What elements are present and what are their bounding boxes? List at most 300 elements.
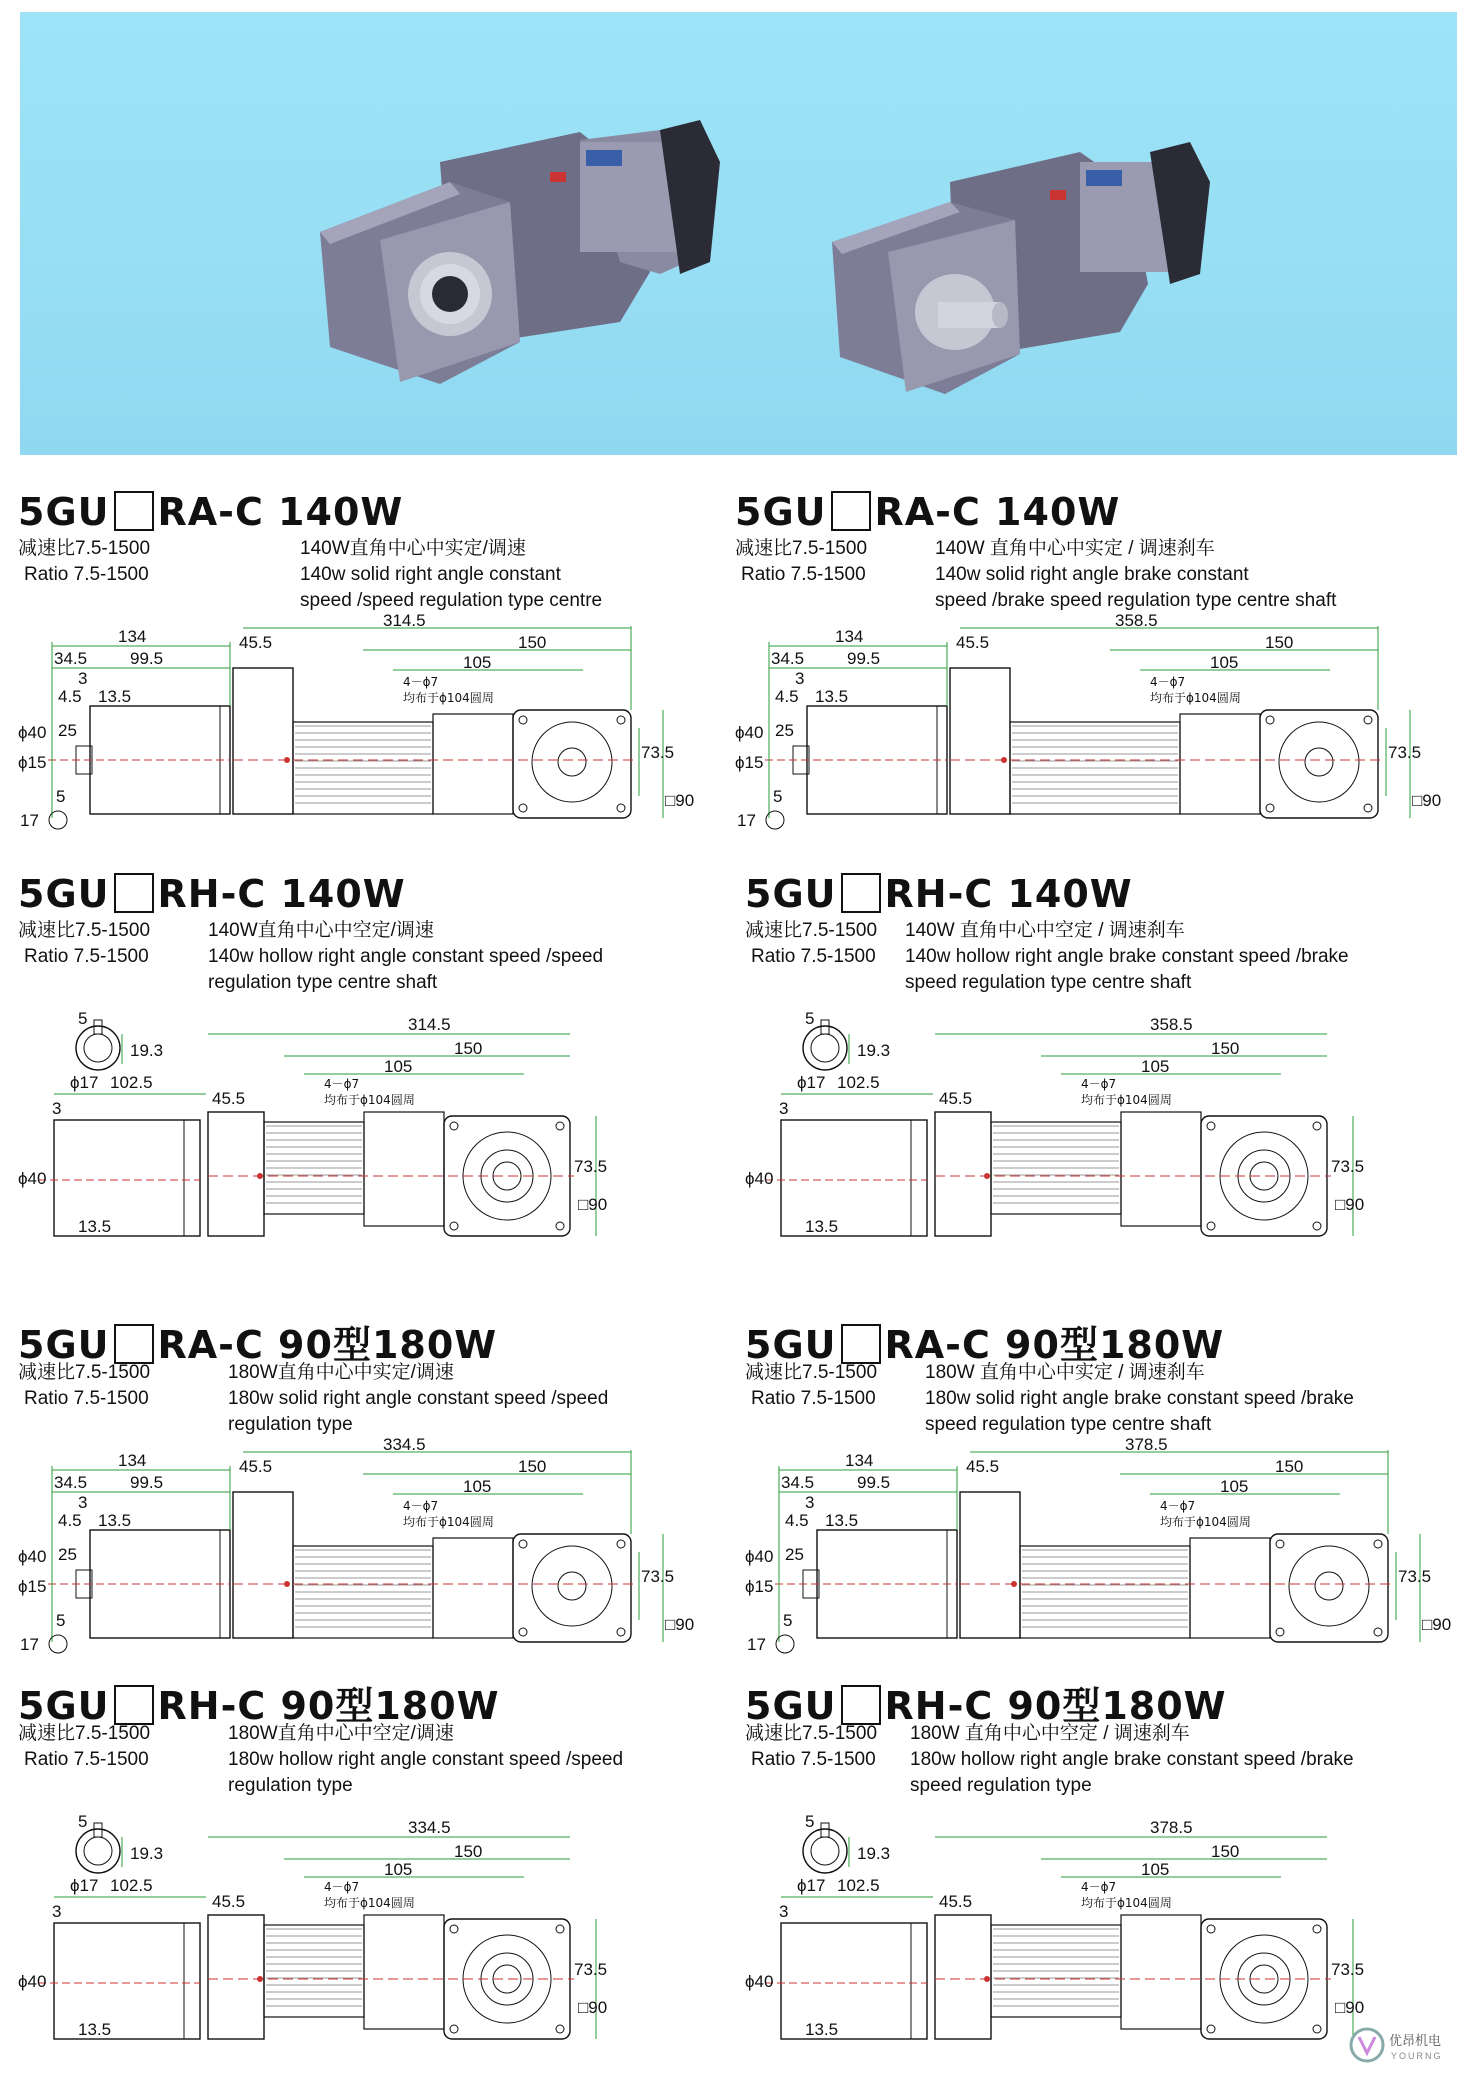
- description-line: regulation type centre shaft: [208, 972, 438, 993]
- dim-total-length: 314.5: [383, 611, 426, 630]
- dim-pcd: 均布于ϕ104圆周: [403, 691, 494, 705]
- dim-holes: 4－ϕ7: [1160, 1499, 1196, 1513]
- dim-pcd: 均布于ϕ104圆周: [1081, 1093, 1172, 1107]
- front-flange-inner: [54, 1923, 184, 2039]
- dim-3: 3: [779, 1099, 789, 1118]
- dim-body-length: 134: [835, 627, 864, 646]
- series-code: 5GU: [18, 490, 110, 534]
- ratio-cn: 减速比7.5-1500: [745, 1723, 878, 1744]
- center-mark: [984, 1976, 990, 1982]
- dim-total-length: 314.5: [408, 1015, 451, 1034]
- center-mark: [257, 1976, 263, 1982]
- mounting-hole: [1266, 804, 1274, 812]
- model-description: [300, 536, 602, 614]
- front-flange-inner: [781, 1120, 911, 1236]
- dimension-drawing: [735, 611, 1442, 848]
- dim-3: 3: [78, 669, 88, 688]
- ratio-range: [745, 918, 877, 970]
- dim-19-3: 19.3: [857, 1041, 891, 1060]
- ratio-range: [18, 536, 150, 588]
- shaft-bore: [558, 748, 586, 776]
- dim-3: 3: [78, 1493, 88, 1512]
- mounting-hole: [519, 804, 527, 812]
- dim-dia-40: ϕ40: [18, 723, 47, 742]
- hollow-bore-section: [803, 1829, 847, 1873]
- dim-pcd: 均布于ϕ104圆周: [1160, 1515, 1251, 1529]
- center-mark: [257, 1173, 263, 1179]
- mounting-hole: [1374, 1628, 1382, 1636]
- series-code: 5GU: [18, 1323, 110, 1367]
- model-code: RH-C 90型180W: [884, 1684, 1227, 1728]
- dim-b: 99.5: [130, 1473, 164, 1492]
- dim-105: 105: [1141, 1057, 1170, 1076]
- center-mark: [984, 1173, 990, 1179]
- ratio-range: [18, 918, 150, 970]
- dim-73-5: 73.5: [1388, 743, 1422, 762]
- dim-5: 5: [783, 1611, 793, 1630]
- dim-105: 105: [1220, 1477, 1249, 1496]
- ratio-en: Ratio 7.5-1500: [741, 564, 866, 585]
- dimension-drawing: [745, 1812, 1445, 2045]
- svg-text:YOURNG: YOURNG: [1391, 2051, 1443, 2061]
- dim-body-length: 134: [845, 1451, 874, 1470]
- dim-150: 150: [1275, 1457, 1304, 1476]
- description-line: 180W 直角中心中实定 / 调速刹车: [925, 1362, 1205, 1383]
- svg-text:优昂机电: 优昂机电: [1389, 2034, 1442, 2049]
- dim-25: 25: [785, 1545, 804, 1564]
- dim-105: 105: [1141, 1860, 1170, 1879]
- dim-13-5: 13.5: [98, 687, 132, 706]
- dim-45-5: 45.5: [239, 1457, 273, 1476]
- ratio-en: Ratio 7.5-1500: [24, 1388, 149, 1409]
- mounting-hole: [450, 2025, 458, 2033]
- keyway: [94, 1823, 102, 1837]
- ratio-placeholder-box: [831, 491, 871, 531]
- front-flange-outline: [54, 1120, 200, 1236]
- model-code: RA-C 140W: [874, 490, 1121, 534]
- dim-pcd: 均布于ϕ104圆周: [324, 1896, 415, 1910]
- dim-150: 150: [454, 1842, 483, 1861]
- description-line: speed regulation type centre shaft: [905, 972, 1192, 993]
- description-line: speed regulation type: [910, 1775, 1092, 1796]
- dim-dia-40: ϕ40: [745, 1169, 774, 1188]
- dim-73-5: 73.5: [1331, 1960, 1365, 1979]
- series-code: 5GU: [18, 1684, 110, 1728]
- dim-square-90: □90: [1422, 1615, 1452, 1634]
- dim-3: 3: [52, 1902, 62, 1921]
- dim-square-90: □90: [1335, 1195, 1365, 1214]
- gearbox-housing: [433, 714, 513, 814]
- dim-45-5: 45.5: [212, 1089, 246, 1108]
- front-flange-outline: [781, 1120, 927, 1236]
- hollow-bore-section: [76, 1829, 120, 1873]
- rear-cover: [935, 1915, 991, 2039]
- model-code: RA-C 140W: [157, 490, 404, 534]
- dimension-drawing: [745, 1009, 1445, 1242]
- series-code: 5GU: [18, 872, 110, 916]
- dim-150: 150: [518, 1457, 547, 1476]
- mounting-hole: [450, 1925, 458, 1933]
- dim-102-5: 102.5: [837, 1876, 880, 1895]
- gearbox-face: [1220, 1935, 1308, 2023]
- gearbox-housing: [1121, 1112, 1201, 1226]
- dim-b: 99.5: [847, 649, 881, 668]
- model-description: [935, 536, 1336, 614]
- rear-cover: [935, 1112, 991, 1236]
- dim-holes: 4－ϕ7: [403, 1499, 439, 1513]
- dim-13-5: 13.5: [825, 1511, 859, 1530]
- gearbox-housing: [364, 1112, 444, 1226]
- dim-5: 5: [805, 1009, 815, 1028]
- dim-73-5: 73.5: [574, 1960, 608, 1979]
- dim-3: 3: [779, 1902, 789, 1921]
- ratio-range: [18, 1360, 150, 1412]
- dim-105: 105: [384, 1860, 413, 1879]
- mounting-hole: [556, 1925, 564, 1933]
- dimension-drawing: [18, 1812, 718, 2045]
- product-photo: [20, 12, 1457, 455]
- description-line: 180w solid right angle constant speed /speed: [228, 1388, 609, 1409]
- dim-pcd: 均布于ϕ104圆周: [1081, 1896, 1172, 1910]
- model-description: [910, 1721, 1354, 1799]
- dim-73-5: 73.5: [574, 1157, 608, 1176]
- dim-a: 34.5: [771, 649, 805, 668]
- hollow-bore-inner: [811, 1034, 839, 1062]
- dim-a: 34.5: [54, 1473, 88, 1492]
- ratio-cn: 减速比7.5-1500: [18, 1362, 151, 1383]
- mounting-hole: [1374, 1540, 1382, 1548]
- dim-a: 34.5: [54, 649, 88, 668]
- rear-cover: [950, 668, 1010, 814]
- ratio-placeholder-box: [114, 491, 154, 531]
- gearbox-housing: [1121, 1915, 1201, 2029]
- front-flange-inner: [54, 1120, 184, 1236]
- dim-73-5: 73.5: [641, 743, 675, 762]
- hollow-bore-inner: [84, 1034, 112, 1062]
- dim-4-5: 4.5: [58, 1511, 82, 1530]
- dim-holes: 4－ϕ7: [1081, 1880, 1117, 1894]
- mounting-hole: [1207, 2025, 1215, 2033]
- mounting-hole: [1313, 1122, 1321, 1130]
- dim-dia-15: ϕ15: [745, 1577, 774, 1596]
- dim-pcd: 均布于ϕ104圆周: [1150, 691, 1241, 705]
- dim-17: 17: [737, 811, 756, 830]
- gearbox-housing: [364, 1915, 444, 2029]
- series-code: 5GU: [745, 1323, 837, 1367]
- dim-square-90: □90: [665, 1615, 695, 1634]
- ratio-range: [18, 1721, 150, 1773]
- ratio-placeholder-box: [841, 873, 881, 913]
- dim-holes: 4－ϕ7: [324, 1880, 360, 1894]
- dim-square-90: □90: [665, 791, 695, 810]
- description-line: 140w hollow right angle brake constant speed /brake: [905, 946, 1349, 967]
- ratio-en: Ratio 7.5-1500: [24, 1749, 149, 1770]
- center-mark: [284, 757, 290, 763]
- dim-square-90: □90: [578, 1998, 608, 2017]
- dim-square-90: □90: [1412, 791, 1442, 810]
- hollow-bore-section: [803, 1026, 847, 1070]
- dim-holes: 4－ϕ7: [1150, 675, 1186, 689]
- model-description: [925, 1360, 1354, 1438]
- keyway: [821, 1020, 829, 1034]
- dim-dia-40: ϕ40: [735, 723, 764, 742]
- dim-4-5: 4.5: [775, 687, 799, 706]
- dim-4-5: 4.5: [58, 687, 82, 706]
- dimension-drawing: [18, 611, 718, 848]
- solid-shaft-motor-image: [832, 142, 1210, 394]
- mounting-hole: [617, 804, 625, 812]
- model-description: [228, 1360, 608, 1438]
- dim-5: 5: [78, 1812, 88, 1831]
- mounting-hole: [556, 1122, 564, 1130]
- dim-body-length: 134: [118, 627, 147, 646]
- dim-13-5: 13.5: [78, 2020, 112, 2039]
- mounting-hole: [519, 716, 527, 724]
- dim-102-5: 102.5: [110, 1876, 153, 1895]
- dim-105: 105: [384, 1057, 413, 1076]
- description-line: 140w solid right angle brake constant: [935, 564, 1249, 585]
- dim-17: 17: [747, 1635, 766, 1654]
- gearbox-face: [532, 1546, 612, 1626]
- ratio-placeholder-box: [114, 1685, 154, 1725]
- dim-73-5: 73.5: [641, 1567, 675, 1586]
- mounting-hole: [556, 1222, 564, 1230]
- mounting-hole: [1266, 716, 1274, 724]
- model-title: [735, 490, 1120, 534]
- mounting-hole: [450, 1222, 458, 1230]
- dim-17: 17: [20, 1635, 39, 1654]
- ratio-en: Ratio 7.5-1500: [751, 946, 876, 967]
- dim-73-5: 73.5: [1331, 1157, 1365, 1176]
- keyway: [94, 1020, 102, 1034]
- dim-105: 105: [1210, 653, 1239, 672]
- dim-45-5: 45.5: [239, 633, 273, 652]
- dim-holes: 4－ϕ7: [324, 1077, 360, 1091]
- dim-body-length: 134: [118, 1451, 147, 1470]
- dim-dia-15: ϕ15: [18, 753, 47, 772]
- ratio-cn: 减速比7.5-1500: [18, 1723, 151, 1744]
- description-line: 180W直角中心中空定/调速: [228, 1723, 454, 1744]
- rear-cover: [233, 1492, 293, 1638]
- hollow-bore-inner: [811, 1837, 839, 1865]
- shaft-bore: [1315, 1572, 1343, 1600]
- model-title: [745, 872, 1133, 916]
- dim-25: 25: [58, 721, 77, 740]
- mounting-hole: [1313, 2025, 1321, 2033]
- center-mark: [1011, 1581, 1017, 1587]
- mounting-hole: [1364, 804, 1372, 812]
- dim-5: 5: [773, 787, 783, 806]
- dim-b: 99.5: [130, 649, 164, 668]
- dim-holes: 4－ϕ7: [403, 675, 439, 689]
- description-line: 140w solid right angle constant: [300, 564, 561, 585]
- dim-3: 3: [795, 669, 805, 688]
- description-line: 140W 直角中心中实定 / 调速刹车: [935, 538, 1215, 559]
- description-line: 140w hollow right angle constant speed /speed: [208, 946, 604, 967]
- description-line: 180w hollow right angle brake constant speed /brake: [910, 1749, 1354, 1770]
- model-title: [18, 490, 403, 534]
- dim-a: 34.5: [781, 1473, 815, 1492]
- dim-45-5: 45.5: [939, 1089, 973, 1108]
- mounting-hole: [1276, 1628, 1284, 1636]
- dim-105: 105: [463, 653, 492, 672]
- keyway: [821, 1823, 829, 1837]
- hollow-bore-inner: [84, 1837, 112, 1865]
- dim-dia-15: ϕ15: [18, 1577, 47, 1596]
- description-line: 140W直角中心中实定/调速: [300, 538, 526, 559]
- gearbox-housing: [1180, 714, 1260, 814]
- dim-3: 3: [805, 1493, 815, 1512]
- dim-total-length: 378.5: [1125, 1435, 1168, 1454]
- dim-3: 3: [52, 1099, 62, 1118]
- ratio-cn: 减速比7.5-1500: [735, 538, 868, 559]
- rear-cover: [208, 1112, 264, 1236]
- model-description: [228, 1721, 623, 1799]
- dim-dia-17: ϕ17: [70, 1073, 99, 1092]
- gearbox-housing: [433, 1538, 513, 1638]
- dimension-drawing: [745, 1435, 1452, 1672]
- dim-150: 150: [1211, 1842, 1240, 1861]
- description-line: speed regulation type centre shaft: [925, 1414, 1212, 1435]
- model-title: [18, 872, 406, 916]
- gearbox-face: [463, 1132, 551, 1220]
- dim-dia-40: ϕ40: [18, 1972, 47, 1991]
- mounting-hole: [1313, 1925, 1321, 1933]
- dim-105: 105: [463, 1477, 492, 1496]
- ratio-placeholder-box: [114, 873, 154, 913]
- shaft-key-section: [776, 1635, 794, 1653]
- dim-dia-40: ϕ40: [745, 1547, 774, 1566]
- dim-5: 5: [78, 1009, 88, 1028]
- mounting-hole: [1313, 1222, 1321, 1230]
- dim-13-5: 13.5: [98, 1511, 132, 1530]
- dim-total-length: 334.5: [408, 1818, 451, 1837]
- model-code: RH-C 90型180W: [157, 1684, 500, 1728]
- dim-dia-17: ϕ17: [797, 1876, 826, 1895]
- dim-5: 5: [56, 787, 66, 806]
- mounting-hole: [450, 1122, 458, 1130]
- ratio-placeholder-box: [841, 1324, 881, 1364]
- description-line: speed /brake speed regulation type centre shaft: [935, 590, 1337, 611]
- dim-102-5: 102.5: [837, 1073, 880, 1092]
- mounting-hole: [1207, 1925, 1215, 1933]
- model-description: [208, 918, 603, 996]
- dim-13-5: 13.5: [805, 2020, 839, 2039]
- ratio-cn: 减速比7.5-1500: [18, 920, 151, 941]
- gearbox-face: [1289, 1546, 1369, 1626]
- hollow-shaft-motor-image: [320, 120, 720, 384]
- shaft-bore: [558, 1572, 586, 1600]
- dim-dia-17: ϕ17: [70, 1876, 99, 1895]
- ratio-placeholder-box: [841, 1685, 881, 1725]
- description-line: 180w solid right angle brake constant speed /brake: [925, 1388, 1354, 1409]
- dim-total-length: 358.5: [1150, 1015, 1193, 1034]
- center-mark: [284, 1581, 290, 1587]
- dim-45-5: 45.5: [939, 1892, 973, 1911]
- dim-dia-40: ϕ40: [18, 1169, 47, 1188]
- shaft-key-section: [49, 811, 67, 829]
- mounting-hole: [1364, 716, 1372, 724]
- gearbox-face: [532, 722, 612, 802]
- dim-5: 5: [805, 1812, 815, 1831]
- dimension-drawing: [18, 1009, 718, 1242]
- dim-73-5: 73.5: [1398, 1567, 1432, 1586]
- dim-pcd: 均布于ϕ104圆周: [403, 1515, 494, 1529]
- brand-logo: [1347, 2023, 1467, 2067]
- center-mark: [1001, 757, 1007, 763]
- description-line: speed /speed regulation type centre: [300, 590, 603, 611]
- gearbox-face: [1279, 722, 1359, 802]
- ratio-en: Ratio 7.5-1500: [751, 1749, 876, 1770]
- rear-cover: [233, 668, 293, 814]
- dim-pcd: 均布于ϕ104圆周: [324, 1093, 415, 1107]
- dim-150: 150: [518, 633, 547, 652]
- mounting-hole: [519, 1540, 527, 1548]
- ratio-cn: 减速比7.5-1500: [745, 1362, 878, 1383]
- dim-dia-40: ϕ40: [18, 1547, 47, 1566]
- dim-45-5: 45.5: [212, 1892, 246, 1911]
- ratio-cn: 减速比7.5-1500: [745, 920, 878, 941]
- description-line: regulation type: [228, 1775, 353, 1796]
- shaft-key-section: [766, 811, 784, 829]
- dim-150: 150: [1211, 1039, 1240, 1058]
- gearbox-face: [463, 1935, 551, 2023]
- dim-13-5: 13.5: [815, 687, 849, 706]
- dim-total-length: 334.5: [383, 1435, 426, 1454]
- model-code: RH-C 140W: [157, 872, 406, 916]
- dim-total-length: 358.5: [1115, 611, 1158, 630]
- gearbox-housing: [1190, 1538, 1270, 1638]
- dim-45-5: 45.5: [956, 633, 990, 652]
- ratio-range: [745, 1360, 877, 1412]
- dim-dia-40: ϕ40: [745, 1972, 774, 1991]
- mounting-hole: [617, 716, 625, 724]
- hollow-bore-section: [76, 1026, 120, 1070]
- shaft-key-section: [49, 1635, 67, 1653]
- description-line: 180W直角中心中实定/调速: [228, 1362, 454, 1383]
- series-code: 5GU: [745, 872, 837, 916]
- series-code: 5GU: [735, 490, 827, 534]
- front-flange-outline: [54, 1923, 200, 2039]
- dim-19-3: 19.3: [857, 1844, 891, 1863]
- ratio-en: Ratio 7.5-1500: [24, 564, 149, 585]
- mounting-hole: [617, 1540, 625, 1548]
- dim-13-5: 13.5: [78, 1217, 112, 1236]
- description-line: 140W直角中心中空定/调速: [208, 920, 434, 941]
- rear-cover: [960, 1492, 1020, 1638]
- mounting-hole: [556, 2025, 564, 2033]
- dim-holes: 4－ϕ7: [1081, 1077, 1117, 1091]
- mounting-hole: [1276, 1540, 1284, 1548]
- series-code: 5GU: [745, 1684, 837, 1728]
- ratio-cn: 减速比7.5-1500: [18, 538, 151, 559]
- dim-dia-15: ϕ15: [735, 753, 764, 772]
- front-flange-outline: [781, 1923, 927, 2039]
- model-code: RA-C 90型180W: [157, 1323, 498, 1367]
- mounting-hole: [1207, 1122, 1215, 1130]
- shaft-bore: [1305, 748, 1333, 776]
- gearbox-face: [1220, 1132, 1308, 1220]
- description-line: 180W 直角中心中空定 / 调速刹车: [910, 1723, 1190, 1744]
- rear-cover: [208, 1915, 264, 2039]
- dim-19-3: 19.3: [130, 1041, 164, 1060]
- dim-150: 150: [1265, 633, 1294, 652]
- front-flange-inner: [781, 1923, 911, 2039]
- dim-square-90: □90: [1335, 1998, 1365, 2017]
- ratio-en: Ratio 7.5-1500: [751, 1388, 876, 1409]
- description-line: regulation type: [228, 1414, 353, 1435]
- model-code: RA-C 90型180W: [884, 1323, 1225, 1367]
